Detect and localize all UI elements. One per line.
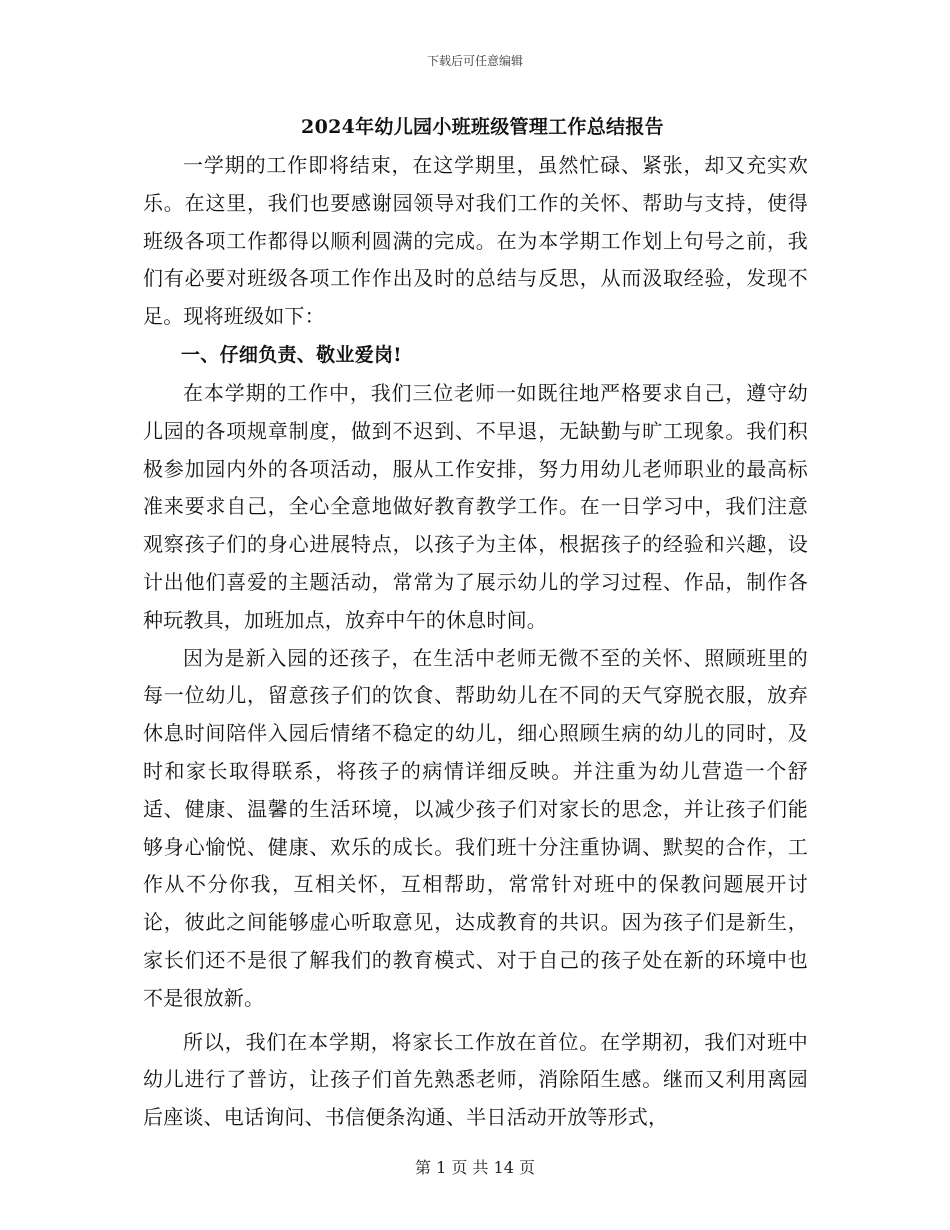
page-number: 第 1 页 共 14 页 <box>415 1158 535 1177</box>
intro-paragraph: 一学期的工作即将结束，在这学期里，虽然忙碌、紧张，却又充实欢乐。在这里，我们也要感谢园领导对我们工作的关怀、帮助与支持，使得班级各项工作都得以顺利圆满的完成。在为本学期工作划上句号之前，我们有必要对班级各项工作作出及时的总结与反思，从而汲取经验，发现不足。现将班级如下： <box>143 153 808 329</box>
document-title: 2024年幼儿园小班班级管理工作总结报告 <box>301 116 664 138</box>
body-paragraph-3: 所以，我们在本学期，将家长工作放在首位。在学期初，我们对班中幼儿进行了普访，让孩子们首先熟悉老师，消除陌生感。继而又利用离园后座谈、电话询问、书信便条沟通、半日活动开放等形式， <box>143 1029 808 1130</box>
body-paragraph-1: 在本学期的工作中，我们三位老师一如既往地严格要求自己，遵守幼儿园的各项规章制度，做到不迟到、不早退，无缺勤与旷工现象。我们积极参加园内外的各项活动，服从工作安排，努力用幼儿老师职业的最高标准来要求自己，全心全意地做好教育教学工作。在一日学习中，我们注意观察孩子们的身心进展特点，以孩子为主体，根据孩子的经验和兴趣，设计出他们喜爱的主题活动，常常为了展示幼儿的学习过程、作品，制作各种玩教具，加班加点，放弃中午的休息时间。 <box>143 380 808 632</box>
section-heading-1: 一、仔细负责、敬业爱岗! <box>181 343 402 366</box>
document-body <box>143 110 808 1137</box>
header-note: 下载后可任意编辑 <box>426 54 523 68</box>
body-paragraph-2: 因为是新入园的还孩子，在生活中老师无微不至的关怀、照顾班里的每一位幼儿，留意孩子们的饮食、帮助幼儿在不同的天气穿脱衣服，放弃休息时间陪伴入园后情绪不稳定的幼儿，细心照顾生病的幼儿的同时，及时和家长取得联系，将孩子的病情详细反映。并注重为幼儿营造一个舒适、健康、温馨的生活环境，以减少孩子们对家长的思念，并让孩子们能够身心愉悦、健康、欢乐的成长。我们班十分注重协调、默契的合作，工作从不分你我，互相关怀，互相帮助，常常针对班中的保教问题展开讨论，彼此之间能够虚心听取意见，达成教育的共识。因为孩子们是新生，家长们还不是很了解我们的教育模式、对于自己的孩子处在新的环境中也不是很放新。 <box>143 645 808 1010</box>
